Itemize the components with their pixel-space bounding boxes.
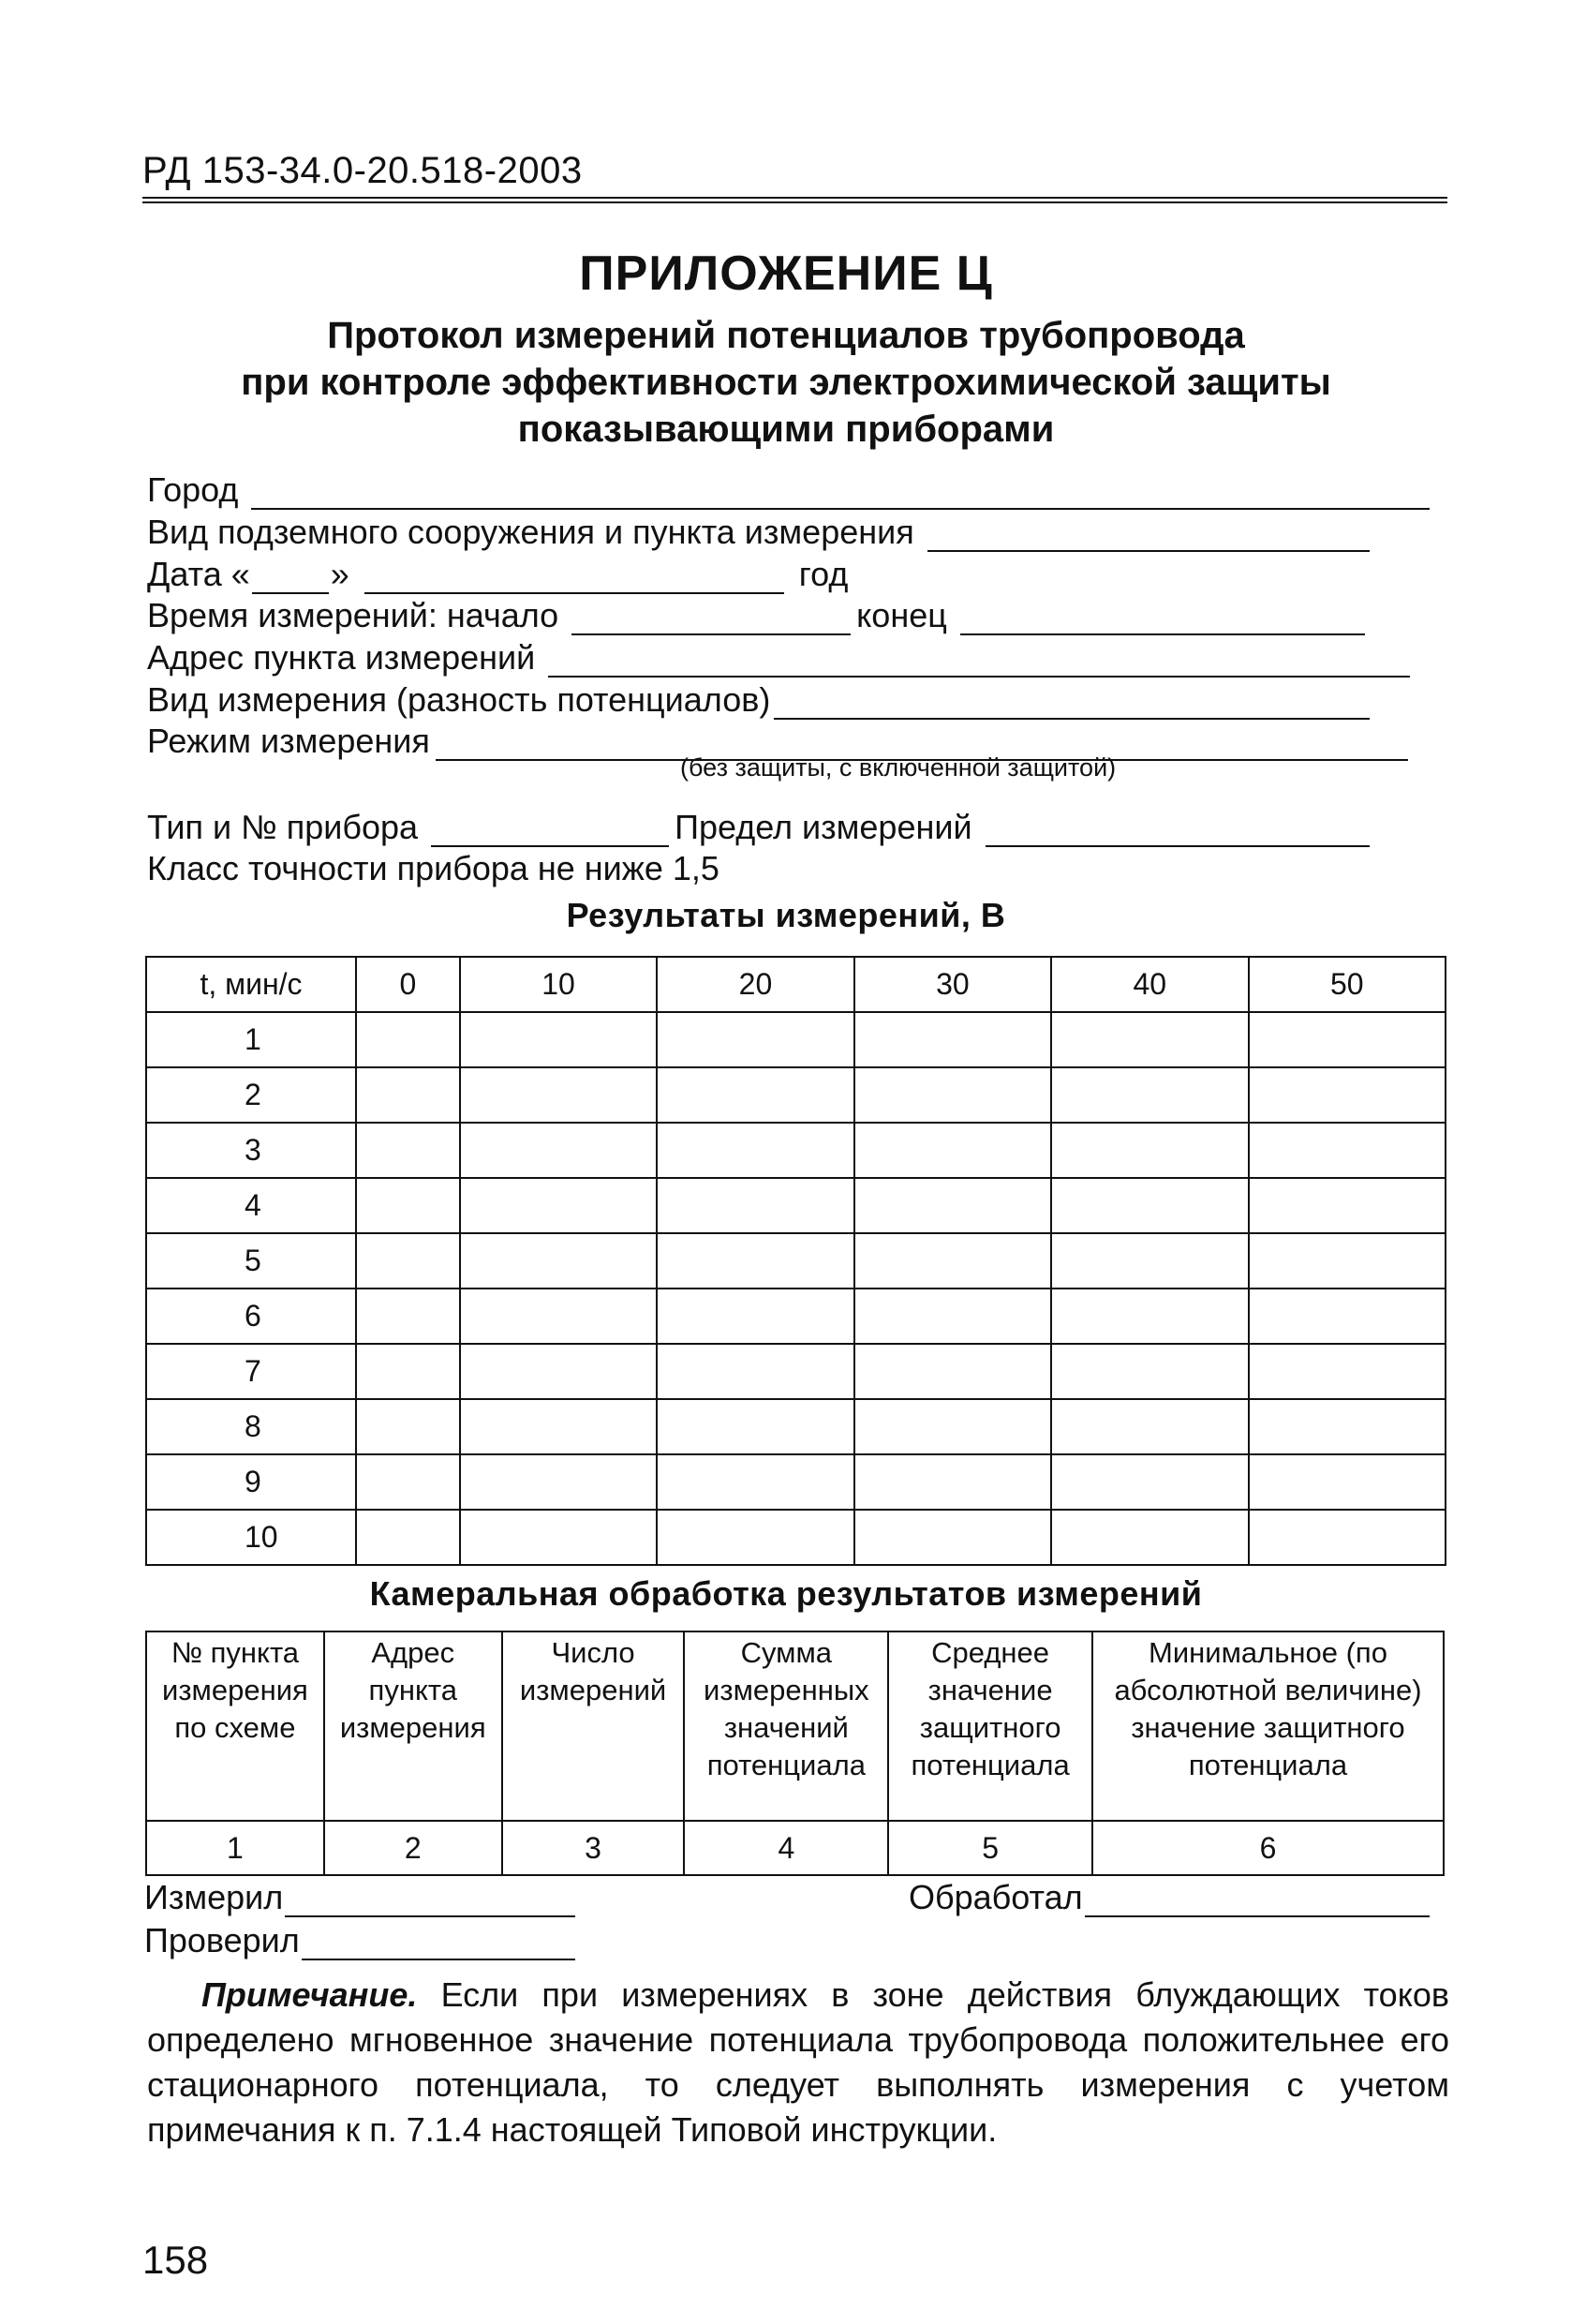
city-label: Город [147, 470, 239, 509]
results-value-cell[interactable] [356, 1454, 460, 1510]
results-value-cell[interactable] [1249, 1289, 1446, 1344]
results-value-cell[interactable] [1051, 1123, 1248, 1178]
address-blank[interactable] [548, 644, 1410, 678]
field-city [147, 467, 1435, 510]
results-value-cell[interactable] [460, 1289, 657, 1344]
results-row [146, 1510, 1446, 1565]
results-value-cell[interactable] [657, 1454, 853, 1510]
processing-column-number: 5 [888, 1821, 1092, 1875]
checked-label: Проверил [144, 1921, 300, 1959]
results-value-cell[interactable] [854, 1399, 1051, 1454]
time-label: Время измерений: начало [147, 596, 559, 634]
results-value-cell[interactable] [460, 1510, 657, 1565]
results-value-cell[interactable] [356, 1178, 460, 1233]
field-date [147, 551, 848, 594]
protocol-title [0, 312, 1572, 453]
year-label: год [798, 555, 849, 593]
results-row-label: 5 [146, 1233, 356, 1289]
results-value-cell[interactable] [356, 1123, 460, 1178]
appendix-title: ПРИЛОЖЕНИЕ Ц [579, 246, 993, 301]
results-value-cell[interactable] [657, 1399, 853, 1454]
processing-header-cell: Адрес пункта измерения [324, 1631, 502, 1821]
city-blank[interactable] [251, 476, 1430, 510]
results-row [146, 1454, 1446, 1510]
results-value-cell[interactable] [854, 1233, 1051, 1289]
mode-caption: (без защиты, с включенной защитой) [680, 753, 1117, 782]
results-row [146, 1067, 1446, 1123]
measure-type-label: Вид измерения (разность потенциалов) [147, 680, 771, 719]
processed-label: Обработал [909, 1878, 1083, 1916]
time-start-blank[interactable] [571, 602, 851, 635]
note-text: Если при измерениях в зоне действия блуждающих токов определено мгновенное значение потенциала трубопровода положительнее его стационарного потенциала, то следует выполнять измерения с учетом примечания к п. 7.1.4 настоящей Типовой инструкции. [147, 1975, 1449, 2149]
results-value-cell[interactable] [1051, 1289, 1248, 1344]
results-value-cell[interactable] [657, 1289, 853, 1344]
processed-blank[interactable] [1085, 1884, 1430, 1917]
signature-processed [909, 1874, 1435, 1917]
note-paragraph [147, 1973, 1449, 2153]
processing-number-row [146, 1821, 1444, 1875]
document-code: РД 153-34.0-20.518-2003 [142, 150, 583, 191]
results-value-cell[interactable] [460, 1344, 657, 1399]
results-header-cell: 30 [854, 957, 1051, 1012]
processing-column-number: 1 [146, 1821, 324, 1875]
field-measure-type [147, 677, 1375, 720]
page-number: 158 [142, 2238, 209, 2282]
note-label: Примечание. [201, 1975, 418, 2014]
measure-type-blank[interactable] [774, 686, 1370, 720]
results-value-cell[interactable] [657, 1344, 853, 1399]
processing-column-number: 3 [502, 1821, 685, 1875]
results-value-cell[interactable] [1249, 1399, 1446, 1454]
results-value-cell[interactable] [356, 1344, 460, 1399]
device-label: Тип и № прибора [147, 808, 419, 846]
results-value-cell[interactable] [356, 1067, 460, 1123]
results-value-cell[interactable] [1249, 1233, 1446, 1289]
signature-checked [144, 1917, 581, 1960]
results-value-cell[interactable] [1249, 1012, 1446, 1067]
processing-column-number: 6 [1092, 1821, 1444, 1875]
results-value-cell[interactable] [356, 1012, 460, 1067]
results-value-cell[interactable] [1249, 1067, 1446, 1123]
date-month-blank[interactable] [364, 560, 784, 594]
results-value-cell[interactable] [460, 1178, 657, 1233]
field-device [147, 804, 1375, 847]
results-row-label: 8 [146, 1399, 356, 1454]
accuracy-label: Класс точности прибора не ниже 1,5 [147, 849, 719, 887]
range-blank[interactable] [986, 813, 1370, 847]
results-header-cell: 0 [356, 957, 460, 1012]
processing-header-cell: Число измерений [502, 1631, 685, 1821]
processing-table [145, 1631, 1445, 1876]
results-header-cell: 50 [1249, 957, 1446, 1012]
results-header-row [146, 957, 1446, 1012]
processing-header-cell: Сумма измеренных значений потенциала [684, 1631, 888, 1821]
measured-label: Измерил [144, 1878, 284, 1916]
results-value-cell[interactable] [854, 1178, 1051, 1233]
results-value-cell[interactable] [657, 1510, 853, 1565]
results-row [146, 1233, 1446, 1289]
results-value-cell[interactable] [854, 1344, 1051, 1399]
results-row [146, 1012, 1446, 1067]
results-value-cell[interactable] [1051, 1399, 1248, 1454]
structure-blank[interactable] [927, 518, 1370, 552]
structure-label: Вид подземного сооружения и пункта измерения [147, 513, 914, 551]
results-row [146, 1289, 1446, 1344]
results-row [146, 1399, 1446, 1454]
results-value-cell[interactable] [460, 1123, 657, 1178]
time-end-blank[interactable] [960, 602, 1365, 635]
results-value-cell[interactable] [356, 1289, 460, 1344]
protocol-title-line: Протокол измерений потенциалов трубопровода [327, 315, 1245, 356]
results-value-cell[interactable] [1249, 1454, 1446, 1510]
checked-blank[interactable] [302, 1927, 575, 1960]
results-value-cell[interactable] [854, 1067, 1051, 1123]
results-value-cell[interactable] [657, 1178, 853, 1233]
results-value-cell[interactable] [356, 1399, 460, 1454]
processing-column-number: 2 [324, 1821, 502, 1875]
results-value-cell[interactable] [854, 1454, 1051, 1510]
field-accuracy [147, 845, 719, 888]
results-header-cell: 10 [460, 957, 657, 1012]
processing-column-number: 4 [684, 1821, 888, 1875]
results-row [146, 1178, 1446, 1233]
results-value-cell[interactable] [1249, 1123, 1446, 1178]
results-value-cell[interactable] [1051, 1067, 1248, 1123]
results-value-cell[interactable] [1051, 1454, 1248, 1510]
results-value-cell[interactable] [1051, 1012, 1248, 1067]
results-value-cell[interactable] [657, 1067, 853, 1123]
date-day-blank[interactable] [252, 560, 329, 594]
processing-header-cell: Среднее значение защитного потенциала [888, 1631, 1092, 1821]
results-value-cell[interactable] [657, 1123, 853, 1178]
results-row [146, 1344, 1446, 1399]
results-row-label: 6 [146, 1289, 356, 1344]
results-value-cell[interactable] [854, 1012, 1051, 1067]
results-value-cell[interactable] [460, 1233, 657, 1289]
results-value-cell[interactable] [1051, 1344, 1248, 1399]
results-table [145, 956, 1446, 1566]
field-time [147, 592, 1371, 635]
field-address [147, 634, 1416, 678]
results-header-cell: 40 [1051, 957, 1248, 1012]
results-value-cell[interactable] [460, 1012, 657, 1067]
results-header-cell: t, мин/с [146, 957, 356, 1012]
protocol-title-line: показывающими приборами [517, 409, 1055, 450]
results-row-label: 3 [146, 1123, 356, 1178]
measured-blank[interactable] [285, 1884, 575, 1917]
results-value-cell[interactable] [1249, 1178, 1446, 1233]
results-title: Результаты измерений, В [566, 896, 1006, 934]
processing-header-cell: № пункта измерения по схеме [146, 1631, 324, 1821]
address-label: Адрес пункта измерений [147, 638, 536, 677]
results-value-cell[interactable] [356, 1233, 460, 1289]
date-quote-close: » [330, 555, 349, 593]
results-value-cell[interactable] [1249, 1510, 1446, 1565]
results-row-label: 7 [146, 1344, 356, 1399]
time-end-label: конец [856, 596, 947, 634]
results-row-label: 10 [146, 1510, 356, 1565]
protocol-title-line: при контроле эффективности электрохимической защиты [241, 362, 1331, 403]
results-value-cell[interactable] [657, 1233, 853, 1289]
processing-header-cell: Минимальное (по абсолютной величине) значение защитного потенциала [1092, 1631, 1444, 1821]
results-value-cell[interactable] [460, 1399, 657, 1454]
results-value-cell[interactable] [1051, 1510, 1248, 1565]
results-value-cell[interactable] [854, 1289, 1051, 1344]
processing-header-row [146, 1631, 1444, 1821]
device-blank[interactable] [431, 813, 669, 847]
results-value-cell[interactable] [356, 1510, 460, 1565]
results-header-cell: 20 [657, 957, 853, 1012]
processing-title: Камеральная обработка результатов измерений [369, 1574, 1203, 1613]
date-label: Дата « [147, 555, 250, 593]
results-row [146, 1123, 1446, 1178]
results-value-cell[interactable] [854, 1510, 1051, 1565]
results-value-cell[interactable] [460, 1067, 657, 1123]
results-row-label: 9 [146, 1454, 356, 1510]
range-label: Предел измерений [675, 808, 972, 846]
mode-label: Режим измерения [147, 722, 430, 760]
results-value-cell[interactable] [1249, 1344, 1446, 1399]
results-value-cell[interactable] [657, 1012, 853, 1067]
field-structure [147, 509, 1375, 552]
results-row-label: 1 [146, 1012, 356, 1067]
results-row-label: 2 [146, 1067, 356, 1123]
results-body [146, 1012, 1446, 1565]
results-value-cell[interactable] [1051, 1178, 1248, 1233]
results-value-cell[interactable] [854, 1123, 1051, 1178]
results-value-cell[interactable] [460, 1454, 657, 1510]
results-value-cell[interactable] [1051, 1233, 1248, 1289]
header-rule [142, 197, 1447, 203]
signature-measured [144, 1874, 581, 1917]
results-row-label: 4 [146, 1178, 356, 1233]
